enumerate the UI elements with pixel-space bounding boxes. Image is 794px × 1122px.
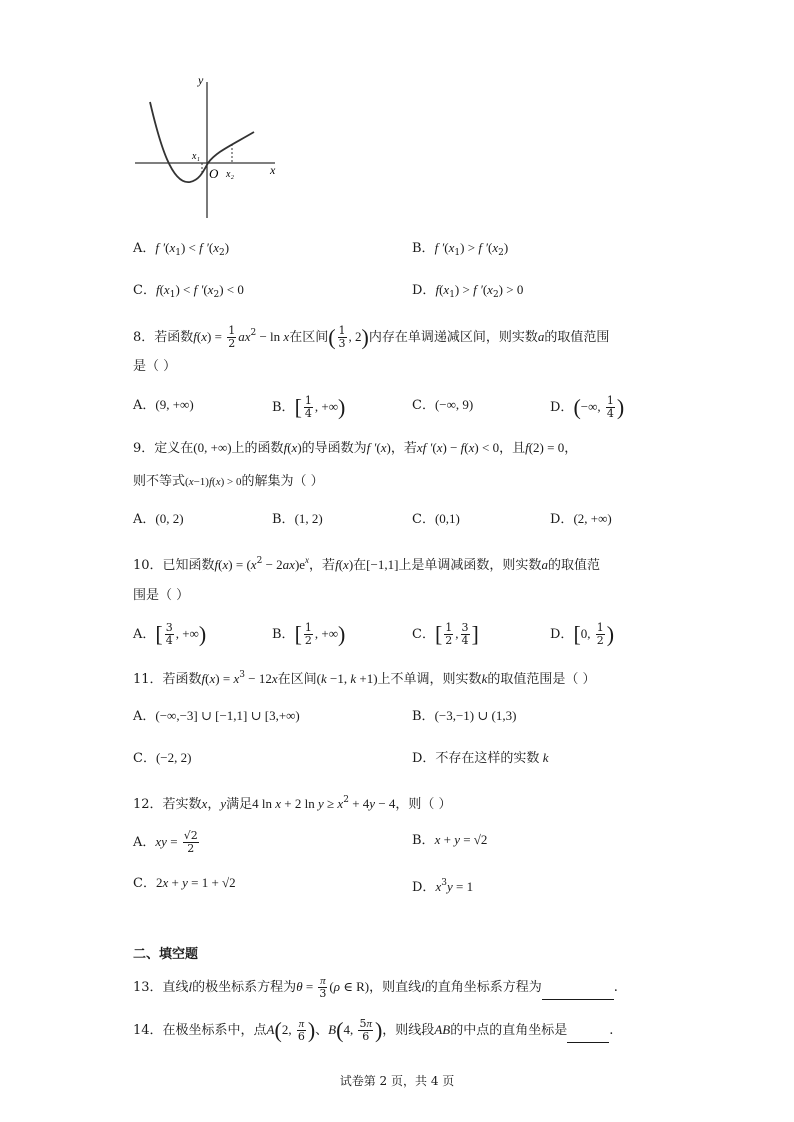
q8-stem: 8．若函数f(x) = $\frac{1}{2}$ $ax^2 - \ln x$在区间( $\frac{1}{3}$ , 2)内存在单调递减区间，则实数a的取值范围 <box>133 324 610 350</box>
q9-stem: 9．定义在(0, +∞)上的函数f(x)的导函数为f ′(x)，若xf ′(x) − f(x) < 0，且f(2) = 0， <box>133 440 578 456</box>
q9-option-b[interactable]: B．(1, 2) <box>272 511 323 527</box>
q8-option-a[interactable]: A．(9, +∞) <box>133 397 194 413</box>
x-label: x <box>270 163 276 177</box>
q9-stem-line2: 则不等式(x−1)f(x) > 0的解集为（ ） <box>133 474 324 489</box>
function-graph <box>130 70 290 225</box>
q8-option-c[interactable]: C．(−∞, 9) <box>412 397 474 413</box>
q13-answer-blank[interactable] <box>542 985 614 1000</box>
q10-stem-line2: 围是（ ） <box>133 588 190 603</box>
q8-option-b[interactable]: B．[ $\frac{1}{4}$ , +∞) <box>272 394 346 420</box>
q11-option-d[interactable]: D．不存在这样的实数 k <box>412 750 549 766</box>
q11-option-c[interactable]: C．(−2, 2) <box>133 750 192 766</box>
q9-option-c[interactable]: C．(0,1) <box>412 511 460 527</box>
y-label: y <box>198 73 204 87</box>
q9-option-a[interactable]: A．(0, 2) <box>133 511 184 527</box>
q11-option-a[interactable]: A．(−∞,−3] ∪ [−1,1] ∪ [3,+∞) <box>133 708 300 724</box>
q13-stem: 13．直线l的极坐标系方程为θ = $\frac{\pi}{3}$ (ρ ∈ R)，则直线l的直角坐标系方程为 . <box>133 975 618 1000</box>
q9-option-d[interactable]: D．(2, +∞) <box>550 511 612 527</box>
q12-option-d[interactable]: D．$x^3y = 1$ <box>412 878 474 895</box>
q11-stem: 11．若函数$f(x) = x^3 - 12x$在区间(k −1, k +1)上不单调，则实数k的取值范围是（ ） <box>133 670 596 687</box>
origin-label: O <box>209 166 219 181</box>
q7-option-c[interactable]: C．$f(x_1) < f$ $'(x_2) < 0$ <box>133 282 244 300</box>
q7-option-d[interactable]: D．$f(x_1) > f$ $'(x_2) > 0$ <box>412 282 524 300</box>
q11-option-b[interactable]: B．(−3,−1) ∪ (1,3) <box>412 708 517 724</box>
q12-option-a[interactable]: A．xy = $\frac{√2}{2}$ <box>133 829 198 855</box>
q10-option-c[interactable]: C．[ $\frac{1}{2}$ , $\frac{3}{4}$ ] <box>412 621 479 647</box>
q14-stem: 14．在极坐标系中，点A(2, $\frac{\pi}{6}$ )、B(4, $\frac{5\pi}{6}$ )，则线段AB的中点的直角坐标是 . <box>133 1017 614 1043</box>
q10-option-b[interactable]: B．[ $\frac{1}{2}$ , +∞) <box>272 621 346 647</box>
q8-stem-line2: 是（ ） <box>133 359 177 374</box>
q7-option-b[interactable]: B．f $'(x_1) > f$ $'(x_2)$ <box>412 240 509 258</box>
q12-option-c[interactable]: C．2x + y = 1 + √2 <box>133 875 236 891</box>
x1-label: x₁ <box>192 151 200 162</box>
q12-stem: 12．若实数x，y满足4 ln x + 2 $\ln y \ge x^2 + 4y - 4$，则（ ） <box>133 795 452 812</box>
q8-option-d[interactable]: D．(−∞, $\frac{1}{4}$ ) <box>550 394 625 420</box>
q14-answer-blank[interactable] <box>567 1028 609 1043</box>
q10-stem: 10．已知函数$f(x) = (x^2 - 2ax)e^x$，若f(x)在[−1,1]上是单调减函数，则实数a的取值范 <box>133 555 600 573</box>
q7-option-a[interactable]: A．f $'(x_1) < f$ $'(x_2)$ <box>133 240 230 258</box>
q10-option-a[interactable]: A．[ $\frac{3}{4}$ , +∞) <box>133 621 207 647</box>
page-footer: 试卷第 2 页，共 4 页 <box>339 1074 455 1088</box>
q10-option-d[interactable]: D．[0, $\frac{1}{2}$ ) <box>550 621 615 647</box>
x2-label: x₂ <box>226 169 234 180</box>
section-title-fill-in: 二、填空题 <box>133 947 199 962</box>
q12-option-b[interactable]: B．x + y = √2 <box>412 832 488 848</box>
curve <box>150 102 254 182</box>
